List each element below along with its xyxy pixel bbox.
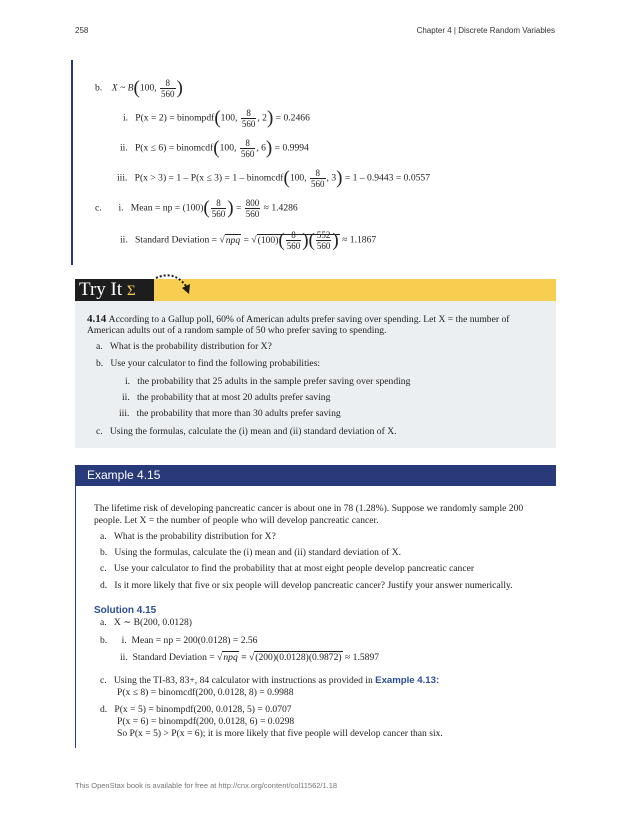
try-it-sub-ii: ii. the probability that at most 20 adults prefer saving — [122, 392, 331, 403]
example-4-13-link[interactable]: Example 4.13: — [375, 675, 440, 686]
solution-b-iii: iii. P(x > 3) = 1 – P(x ≤ 3) = 1 – binomcdf(100, $\frac{8}{560}$ , 3) = 1 – 0.9443 = 0.0557 — [117, 167, 431, 189]
solution-b-mean: b. i. Mean = np = 200(0.0128) = 2.56 — [100, 635, 258, 646]
try-it-sub-i: i. the probability that 25 adults in the sample prefer saving over spending — [125, 376, 411, 387]
try-it-item-a: a. What is the probability distribution for X? — [96, 341, 272, 352]
try-it-item-c: c. Using the formulas, calculate the (i) mean and (ii) standard deviation of X. — [96, 426, 397, 437]
solution-c: c. Using the TI-83, 83+, 84 calculator with instructions as provided in Example 4.13: — [100, 675, 440, 686]
solution-d-line3: So P(x = 5) > P(x = 6); it is more likely that five people will develop cancer than six. — [117, 728, 443, 739]
dotted-arrow-icon — [152, 270, 196, 300]
solution-c-i: c. i. Mean = np = (100)( $\frac{8}{560}$ ) = $\frac{800}{560}$ ≈ 1.4286 — [95, 197, 298, 219]
example-item-c: c. Use your calculator to find the probability that at most eight people develop pancreatic cancer — [100, 563, 475, 574]
try-it-intro-1: 4.14 According to a Gallup poll, 60% of American adults prefer saving over spending. Let X = the number of — [87, 313, 510, 325]
example-item-b: b. Using the formulas, calculate the (i) mean and (ii) standard deviation of X. — [100, 547, 402, 558]
example-title-bar: Example 4.15 — [75, 465, 556, 486]
try-it-label: Try It Σ — [75, 279, 154, 301]
example-intro-2: people. Let X = the number of people who will develop pancreatic cancer. — [94, 515, 379, 526]
solution-margin-line — [71, 60, 73, 265]
solution-b-ii: ii. P(x ≤ 6) = binomcdf(100, $\frac{8}{560}$ , 6) = 0.9994 — [120, 137, 309, 159]
chapter-title: Chapter 4 | Discrete Random Variables — [416, 26, 555, 35]
example-item-a: a. What is the probability distribution for X? — [100, 531, 276, 542]
footer-note: This OpenStax book is available for free at http://cnx.org/content/col11562/1.18 — [75, 781, 338, 790]
example-item-d: d. Is it more likely that five or six people will develop pancreatic cancer? Justify your answer numerically. — [100, 580, 513, 591]
try-it-sub-iii: iii. the probability that more than 30 adults prefer saving — [119, 408, 341, 419]
solution-d: d. P(x = 5) = binompdf(200, 0.0128, 5) = 0.0707 — [100, 704, 292, 715]
solution-b-sd: ii. Standard Deviation = √npq = √(200)(0.0128)(0.9872) ≈ 1.5897 — [120, 652, 380, 663]
page-number: 258 — [75, 26, 89, 35]
solution-c-ii: ii. Standard Deviation = √npq = √(100)( $\frac{8}{560}$ )( $\frac{552}{560}$ ) ≈ 1.1867 — [120, 229, 377, 251]
solution-title: Solution 4.15 — [94, 605, 157, 616]
solution-d-line2: P(x = 6) = binompdf(200, 0.0128, 6) = 0.0298 — [117, 716, 295, 727]
solution-b: b. X ~ B(100, $\frac{8}{560}$ ) — [95, 77, 183, 99]
solution-b-i: i. P(x = 2) = binompdf(100, $\frac{8}{560}$ , 2) = 0.2466 — [123, 107, 310, 129]
try-it-item-b: b. Use your calculator to find the following probabilities: — [96, 358, 321, 369]
sigma-icon: Σ — [126, 283, 136, 299]
solution-c-line2: P(x ≤ 8) = binomcdf(200, 0.0128, 8) = 0.9988 — [117, 687, 294, 698]
example-intro-1: The lifetime risk of developing pancreatic cancer is about one in 78 (1.28%). Suppose we randomly sample 200 — [94, 503, 524, 514]
try-it-intro-2: American adults out of a random sample of 50 who prefer saving to spending. — [87, 325, 387, 336]
solution-a: a. X ∼ B(200, 0.0128) — [100, 617, 192, 628]
